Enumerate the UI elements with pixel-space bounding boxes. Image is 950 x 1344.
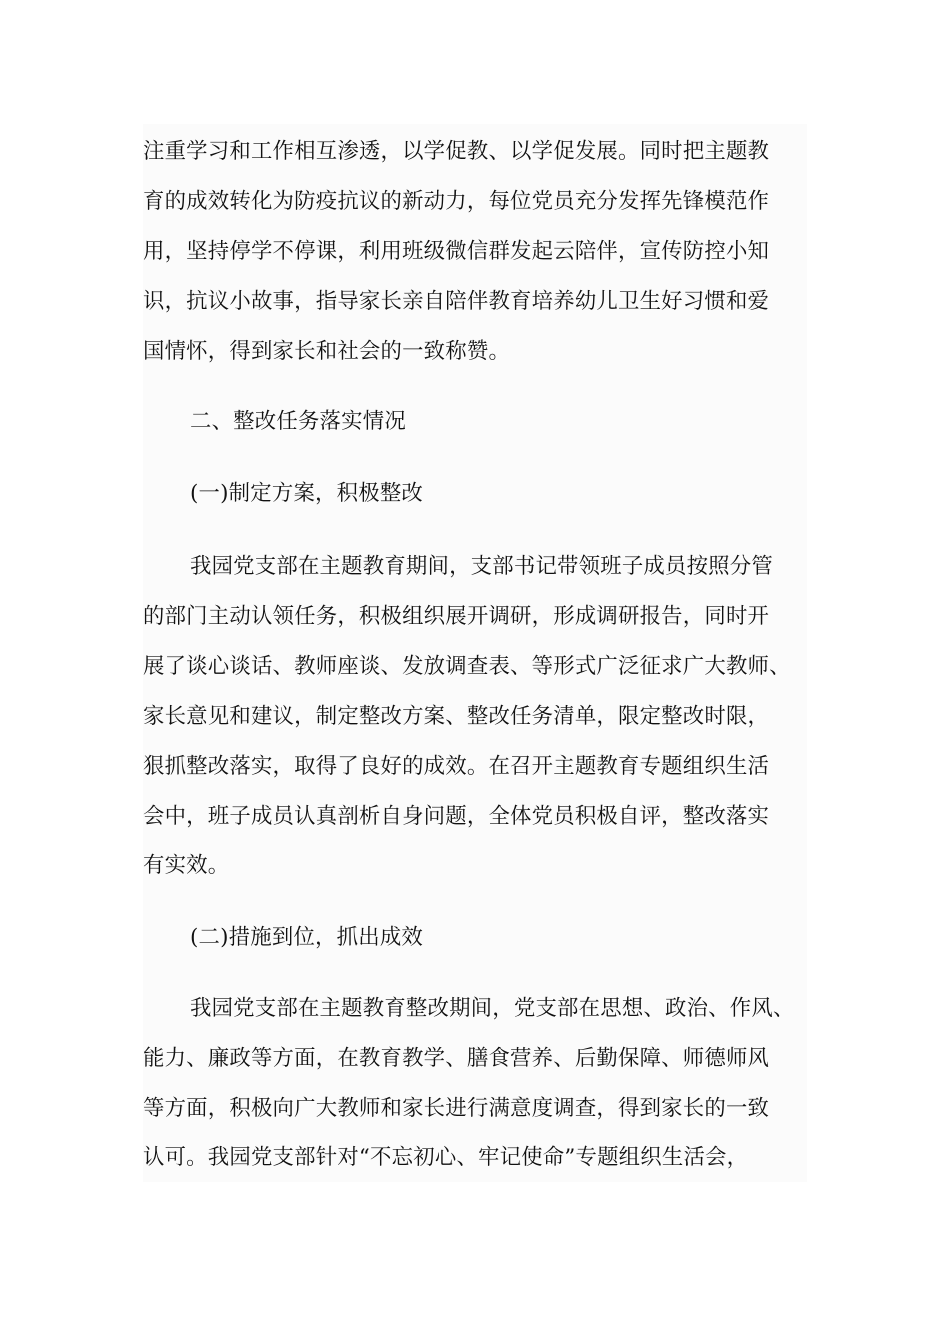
paragraph-line: 展了谈心谈话、教师座谈、发放调查表、等形式广泛征求广大教师、 <box>143 654 791 679</box>
paragraph-line: 国情怀，得到家长和社会的一致称赞。 <box>143 339 511 364</box>
paragraph-line: 家长意见和建议，制定整改方案、整改任务清单，限定整改时限， <box>143 704 770 729</box>
paragraph-line: 育的成效转化为防疫抗议的新动力，每位党员充分发挥先锋模范作 <box>143 189 770 214</box>
subsection-heading: (一)制定方案，积极整改 <box>190 481 423 506</box>
paragraph-line: 用，坚持停学不停课，利用班级微信群发起云陪伴，宣传防控小知 <box>143 239 770 264</box>
paragraph-line: 有实效。 <box>143 853 230 878</box>
subsection-heading: (二)措施到位，抓出成效 <box>190 925 423 950</box>
paragraph-line: 会中，班子成员认真剖析自身问题，全体党员积极自评，整改落实 <box>143 804 770 829</box>
paragraph-line: 能力、廉政等方面，在教育教学、膳食营养、后勤保障、师德师风 <box>143 1046 770 1071</box>
document-text-block <box>143 124 807 1182</box>
paragraph-line: 的部门主动认领任务，积极组织展开调研，形成调研报告，同时开 <box>143 604 770 629</box>
section-heading: 二、整改任务落实情况 <box>190 409 406 434</box>
paragraph-line: 识，抗议小故事，指导家长亲自陪伴教育培养幼儿卫生好习惯和爱 <box>143 289 770 314</box>
paragraph-line: 注重学习和工作相互渗透，以学促教、以学促发展。同时把主题教 <box>143 139 770 164</box>
paragraph-line: 我园党支部在主题教育期间，支部书记带领班子成员按照分管 <box>190 554 773 579</box>
paragraph-line: 等方面，积极向广大教师和家长进行满意度调查，得到家长的一致 <box>143 1096 770 1121</box>
paragraph-line: 狠抓整改落实，取得了良好的成效。在召开主题教育专题组织生活 <box>143 754 770 779</box>
paragraph-line: 我园党支部在主题教育整改期间，党支部在思想、政治、作风、 <box>190 996 795 1021</box>
paragraph-line: 认可。我园党支部针对“不忘初心、牢记使命”专题组织生活会， <box>143 1145 749 1170</box>
